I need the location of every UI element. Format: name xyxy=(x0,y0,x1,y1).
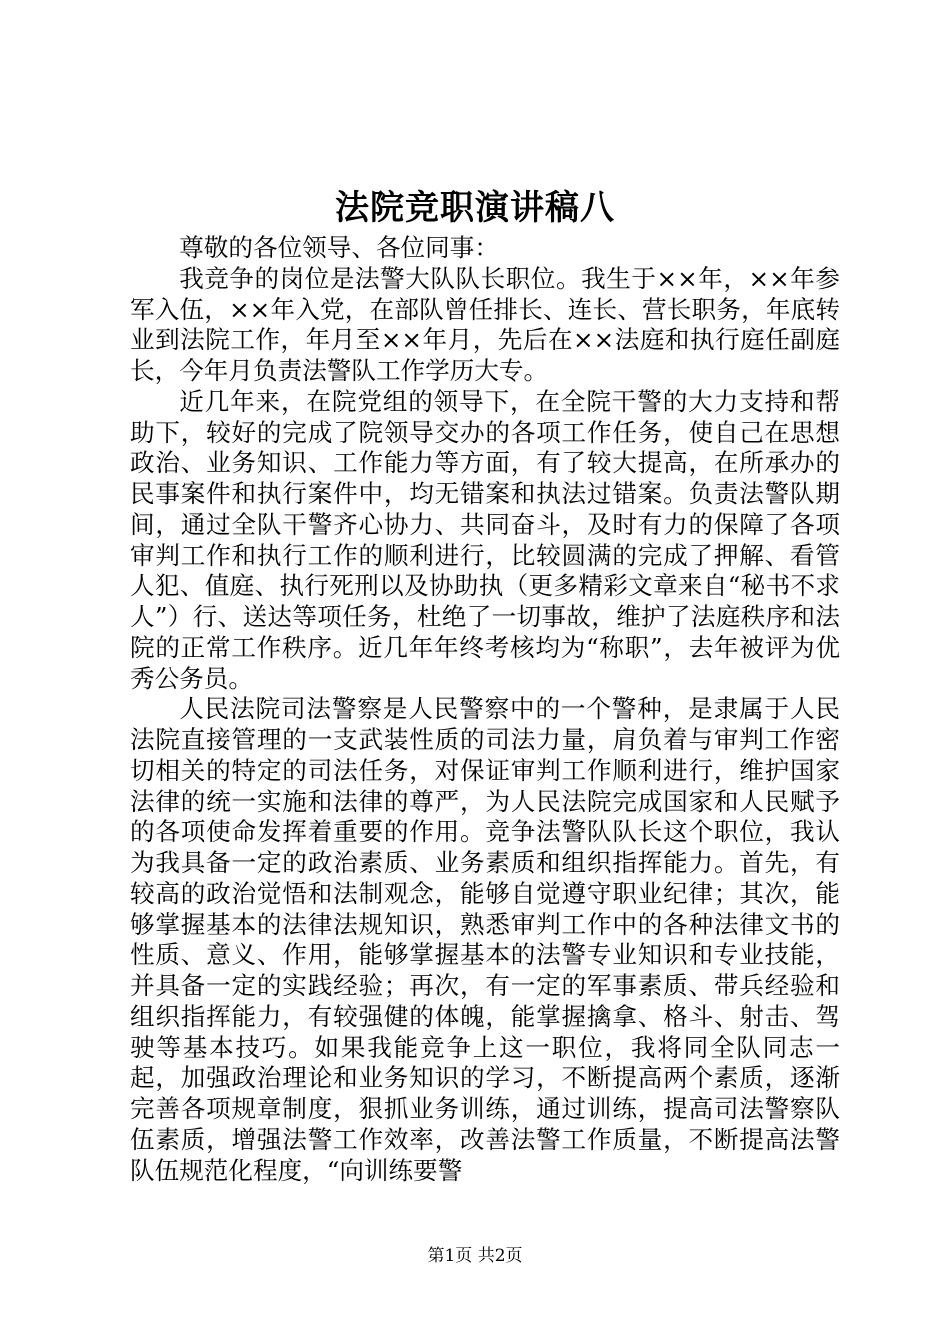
document-body xyxy=(130,233,840,1186)
paragraph-2: 近几年来，在院党组的领导下，在全院干警的大力支持和帮助下，较好的完成了院领导交办的各项工作任务，使自己在思想政治、业务知识、工作能力等方面，有了较大提高，在所承办的民事案件和执行案件中，均无错案和执法过错案。负责法警队期间，通过全队干警齐心协力、共同奋斗，及时有力的保障了各项审判工作和执行工作的顺利进行，比较圆满的完成了押解、看管人犯、值庭、执行死刑以及协助执（更多精彩文章来自“秘书不求人”）行、送达等项任务，杜绝了一切事故，维护了法庭秩序和法院的正常工作秩序。近几年年终考核均为“称职”，去年被评为优秀公务员。 xyxy=(130,386,840,693)
paragraph-1: 我竞争的岗位是法警大队队长职位。我生于××年，××年参军入伍，××年入党，在部队曾任排长、连长、营长职务，年底转业到法院工作，年月至××年月，先后在××法庭和执行庭任副庭长，今年月负责法警队工作学历大专。 xyxy=(130,263,840,385)
paragraph-3: 人民法院司法警察是人民警察中的一个警种，是隶属于人民法院直接管理的一支武装性质的司法力量，肩负着与审判工作密切相关的特定的司法任务，对保证审判工作顺利进行，维护国家法律的统一实施和法律的尊严，为人民法院完成国家和人民赋予的各项使命发挥着重要的作用。竞争法警队队长这个职位，我认为我具备一定的政治素质、业务素质和组织指挥能力。首先，有较高的政治觉悟和法制观念，能够自觉遵守职业纪律；其次，能够掌握基本的法律法规知识，熟悉审判工作中的各种法律文书的性质、意义、作用，能够掌握基本的法警专业知识和专业技能，并具备一定的实践经验；再次，有一定的军事素质、带兵经验和组织指挥能力，有较强健的体魄，能掌握擒拿、格斗、射击、驾驶等基本技巧。如果我能竞争上这一职位，我将同全队同志一起，加强政治理论和业务知识的学习，不断提高两个素质，逐渐完善各项规章制度，狠抓业务训练，通过训练，提高司法警察队伍素质，增强法警工作效率，改善法警工作质量，不断提高法警队伍规范化程度，“向训练要警 xyxy=(130,694,840,1185)
salutation: 尊敬的各位领导、各位同事： xyxy=(179,233,499,262)
document-title: 法院竞职演讲稿八 xyxy=(335,188,615,228)
page-number-footer: 第1页 共2页 xyxy=(427,1246,523,1266)
